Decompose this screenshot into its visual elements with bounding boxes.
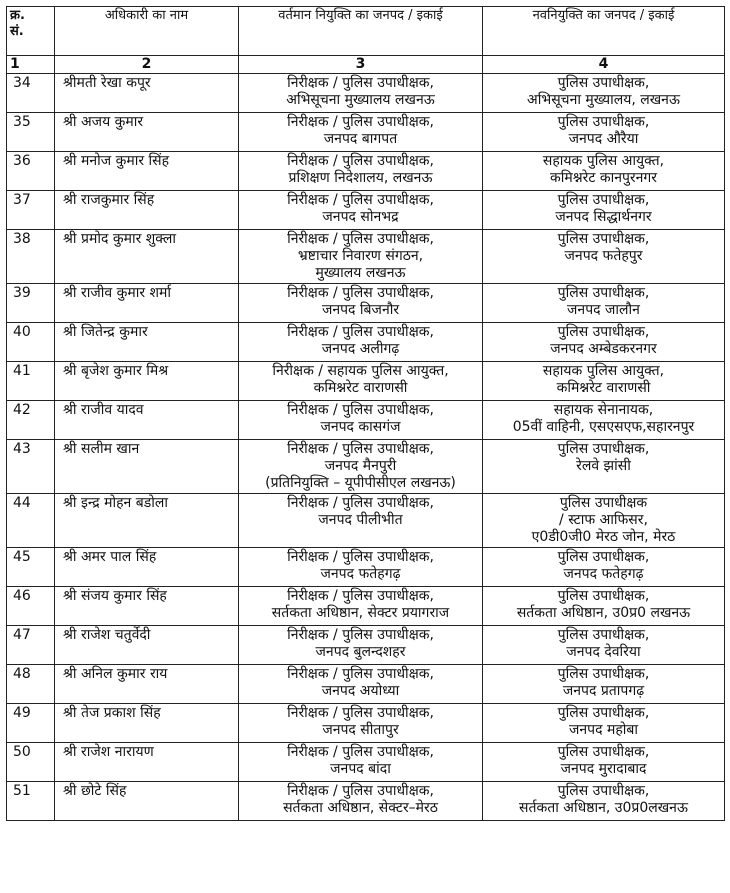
new-posting-line: जनपद प्रतापगढ़ — [562, 683, 645, 699]
table-row — [7, 152, 725, 191]
officer-name-cell: श्री राजीव कुमार शर्मा — [55, 284, 239, 323]
table-row — [7, 743, 725, 782]
serial-number-cell: 38 — [7, 230, 55, 284]
table-row — [7, 782, 725, 821]
new-posting-line: जनपद औरैया — [568, 131, 639, 147]
new-posting-line: ए0डी0जी0 मेरठ जोन, मेरठ — [531, 529, 676, 545]
serial-number-cell: 34 — [7, 74, 55, 113]
current-posting-cell — [239, 626, 483, 665]
new-posting-line: पुलिस उपाधीक्षक, — [557, 783, 650, 799]
table-row — [7, 665, 725, 704]
header-current-posting: वर्तमान नियुक्ति का जनपद / इकाई — [239, 7, 483, 56]
new-posting-line: पुलिस उपाधीक्षक, — [557, 441, 650, 457]
current-posting-line: जनपद सोनभद्र — [322, 209, 399, 225]
current-posting-line: जनपद बुलन्दशहर — [315, 644, 406, 660]
current-posting-cell — [239, 548, 483, 587]
table-row — [7, 704, 725, 743]
new-posting-line: सर्तकता अधिष्ठान, उ0प्र0 लखनऊ — [516, 605, 691, 621]
new-posting-line: कमिश्नरेट वाराणसी — [556, 380, 651, 396]
officer-name-cell: श्री राजीव यादव — [55, 401, 239, 440]
current-posting-line: निरीक्षक / पुलिस उपाधीक्षक, — [287, 153, 434, 169]
current-posting-cell — [239, 230, 483, 284]
new-posting-line: कमिश्नरेट कानपुरनगर — [549, 170, 658, 186]
officer-name-cell: श्री छोटे सिंह — [55, 782, 239, 821]
new-posting-line: जनपद अम्बेडकरनगर — [550, 341, 657, 357]
officer-name-cell: श्री मनोज कुमार सिंह — [55, 152, 239, 191]
current-posting-line: जनपद फतेहगढ़ — [320, 566, 401, 582]
current-posting-line: निरीक्षक / पुलिस उपाधीक्षक, — [287, 441, 434, 457]
current-posting-line: निरीक्षक / पुलिस उपाधीक्षक, — [287, 666, 434, 682]
table-row — [7, 284, 725, 323]
current-posting-line: जनपद बागपत — [323, 131, 398, 147]
current-posting-cell — [239, 284, 483, 323]
officer-name-cell: श्री अमर पाल सिंह — [55, 548, 239, 587]
table-row — [7, 440, 725, 494]
current-posting-cell — [239, 665, 483, 704]
current-posting-cell — [239, 587, 483, 626]
serial-number-cell: 50 — [7, 743, 55, 782]
officer-name-cell: श्री अजय कुमार — [55, 113, 239, 152]
new-posting-line: जनपद फतेहपुर — [564, 248, 643, 264]
current-posting-line: निरीक्षक / पुलिस उपाधीक्षक, — [287, 627, 434, 643]
new-posting-line: सर्तकता अधिष्ठान, उ0प्र0लखनऊ — [519, 800, 688, 816]
column-number: 4 — [483, 56, 725, 74]
current-posting-line: निरीक्षक / पुलिस उपाधीक्षक, — [287, 231, 434, 247]
current-posting-line: निरीक्षक / पुलिस उपाधीक्षक, — [287, 324, 434, 340]
current-posting-line: निरीक्षक / पुलिस उपाधीक्षक, — [287, 549, 434, 565]
new-posting-line: पुलिस उपाधीक्षक, — [557, 627, 650, 643]
new-posting-cell — [483, 401, 725, 440]
serial-number-cell: 45 — [7, 548, 55, 587]
new-posting-line: सहायक पुलिस आयुक्त, — [542, 153, 665, 169]
new-posting-cell — [483, 323, 725, 362]
new-posting-line: रेलवे झांसी — [576, 458, 631, 474]
new-posting-cell — [483, 191, 725, 230]
new-posting-line: सहायक सेनानायक, — [553, 402, 654, 418]
new-posting-cell — [483, 704, 725, 743]
new-posting-line: सहायक पुलिस आयुक्त, — [542, 363, 665, 379]
officer-name-cell: श्री सलीम खान — [55, 440, 239, 494]
current-posting-line: जनपद अलीगढ़ — [321, 341, 400, 357]
current-posting-line: जनपद सीतापुर — [322, 722, 399, 738]
header-row — [7, 7, 725, 56]
officer-name-cell: श्री बृजेश कुमार मिश्र — [55, 362, 239, 401]
officer-name-cell: श्री संजय कुमार सिंह — [55, 587, 239, 626]
serial-number-cell: 42 — [7, 401, 55, 440]
current-posting-cell — [239, 113, 483, 152]
serial-number-cell: 43 — [7, 440, 55, 494]
table-row — [7, 113, 725, 152]
serial-number-cell: 36 — [7, 152, 55, 191]
new-posting-line: जनपद देवरिया — [566, 644, 641, 660]
officer-name-cell: श्री तेज प्रकाश सिंह — [55, 704, 239, 743]
current-posting-cell — [239, 782, 483, 821]
serial-number-cell: 46 — [7, 587, 55, 626]
serial-number-cell: 41 — [7, 362, 55, 401]
new-posting-line: जनपद महोबा — [568, 722, 639, 738]
officer-name-cell: श्री अनिल कुमार राय — [55, 665, 239, 704]
new-posting-line: पुलिस उपाधीक्षक, — [557, 192, 650, 208]
officer-name-cell: श्री राजेश नारायण — [55, 743, 239, 782]
current-posting-line: कमिश्नरेट वाराणसी — [313, 380, 408, 396]
table-row — [7, 548, 725, 587]
current-posting-line: मुख्यालय लखनऊ — [315, 265, 406, 281]
current-posting-line: अभिसूचना मुख्यालय लखनऊ — [286, 92, 435, 108]
current-posting-line: जनपद पीलीभीत — [318, 512, 403, 528]
new-posting-cell — [483, 587, 725, 626]
current-posting-line: निरीक्षक / पुलिस उपाधीक्षक, — [287, 114, 434, 130]
table-row — [7, 230, 725, 284]
serial-number-cell: 39 — [7, 284, 55, 323]
column-number: 3 — [239, 56, 483, 74]
officer-name-cell: श्री जितेन्द्र कुमार — [55, 323, 239, 362]
current-posting-line: सर्तकता अधिष्ठान, सेक्टर प्रयागराज — [271, 605, 450, 621]
serial-number-cell: 47 — [7, 626, 55, 665]
table-row — [7, 191, 725, 230]
table-row — [7, 323, 725, 362]
header-new-posting: नवनियुक्ति का जनपद / इकाई — [483, 7, 725, 56]
new-posting-line: पुलिस उपाधीक्षक, — [557, 549, 650, 565]
new-posting-line: / स्टाफ आफिसर, — [559, 512, 648, 528]
new-posting-line: जनपद फतेहगढ़ — [563, 566, 644, 582]
current-posting-line: निरीक्षक / पुलिस उपाधीक्षक, — [287, 744, 434, 760]
current-posting-cell — [239, 494, 483, 548]
current-posting-line: जनपद कासगंज — [320, 419, 401, 435]
posting-table — [6, 6, 725, 821]
current-posting-line: जनपद मैनपुरी — [324, 458, 397, 474]
new-posting-line: पुलिस उपाधीक्षक, — [557, 324, 650, 340]
current-posting-line: निरीक्षक / पुलिस उपाधीक्षक, — [287, 192, 434, 208]
current-posting-cell — [239, 152, 483, 191]
new-posting-line: जनपद मुरादाबाद — [560, 761, 647, 777]
serial-number-cell: 37 — [7, 191, 55, 230]
current-posting-cell — [239, 401, 483, 440]
new-posting-line: पुलिस उपाधीक्षक, — [557, 231, 650, 247]
serial-number-cell: 49 — [7, 704, 55, 743]
new-posting-line: अभिसूचना मुख्यालय, लखनऊ — [527, 92, 680, 108]
current-posting-line: निरीक्षक / पुलिस उपाधीक्षक, — [287, 285, 434, 301]
table-row — [7, 74, 725, 113]
new-posting-line: पुलिस उपाधीक्षक, — [557, 285, 650, 301]
new-posting-line: पुलिस उपाधीक्षक, — [557, 588, 650, 604]
new-posting-cell — [483, 782, 725, 821]
current-posting-line: निरीक्षक / पुलिस उपाधीक्षक, — [287, 705, 434, 721]
new-posting-line: पुलिस उपाधीक्षक — [559, 495, 648, 511]
new-posting-cell — [483, 743, 725, 782]
table-row — [7, 626, 725, 665]
current-posting-line: जनपद बांदा — [330, 761, 391, 777]
column-number: 2 — [55, 56, 239, 74]
table-row — [7, 362, 725, 401]
table-body — [7, 74, 725, 821]
new-posting-cell — [483, 548, 725, 587]
current-posting-line: (प्रतिनियुक्ति – यूपीपीसीएल लखनऊ) — [265, 475, 456, 491]
current-posting-line: प्रशिक्षण निदेशालय, लखनऊ — [288, 170, 433, 186]
current-posting-line: निरीक्षक / पुलिस उपाधीक्षक, — [287, 588, 434, 604]
current-posting-line: निरीक्षक / सहायक पुलिस आयुक्त, — [272, 363, 449, 379]
current-posting-cell — [239, 743, 483, 782]
serial-number-cell: 35 — [7, 113, 55, 152]
new-posting-cell — [483, 284, 725, 323]
officer-name-cell: श्री प्रमोद कुमार शुक्ला — [55, 230, 239, 284]
header-serial-number: क्र. सं. — [7, 7, 55, 56]
column-number: 1 — [7, 56, 55, 74]
new-posting-cell — [483, 152, 725, 191]
new-posting-line: 05वीं वाहिनी, एसएसएफ,सहारनपुर — [512, 419, 695, 435]
current-posting-cell — [239, 362, 483, 401]
current-posting-line: निरीक्षक / पुलिस उपाधीक्षक, — [287, 783, 434, 799]
officer-name-cell: श्री इन्द्र मोहन बडोला — [55, 494, 239, 548]
current-posting-cell — [239, 74, 483, 113]
current-posting-cell — [239, 704, 483, 743]
current-posting-line: निरीक्षक / पुलिस उपाधीक्षक, — [287, 495, 434, 511]
new-posting-cell — [483, 494, 725, 548]
new-posting-cell — [483, 74, 725, 113]
table-row — [7, 401, 725, 440]
table-row — [7, 494, 725, 548]
current-posting-cell — [239, 323, 483, 362]
new-posting-line: पुलिस उपाधीक्षक, — [557, 75, 650, 91]
header-officer-name: अधिकारी का नाम — [55, 7, 239, 56]
current-posting-line: भ्रष्टाचार निवारण संगठन, — [297, 248, 424, 264]
new-posting-cell — [483, 665, 725, 704]
new-posting-line: पुलिस उपाधीक्षक, — [557, 744, 650, 760]
table-row — [7, 587, 725, 626]
new-posting-line: पुलिस उपाधीक्षक, — [557, 705, 650, 721]
current-posting-line: सर्तकता अधिष्ठान, सेक्टर–मेरठ — [283, 800, 438, 816]
current-posting-cell — [239, 440, 483, 494]
new-posting-cell — [483, 230, 725, 284]
current-posting-cell — [239, 191, 483, 230]
new-posting-cell — [483, 113, 725, 152]
new-posting-line: जनपद जालौन — [567, 302, 640, 318]
serial-number-cell: 40 — [7, 323, 55, 362]
current-posting-line: निरीक्षक / पुलिस उपाधीक्षक, — [287, 402, 434, 418]
new-posting-cell — [483, 440, 725, 494]
current-posting-line: जनपद अयोध्या — [321, 683, 400, 699]
new-posting-line: पुलिस उपाधीक्षक, — [557, 114, 650, 130]
serial-number-cell: 51 — [7, 782, 55, 821]
officer-name-cell: श्रीमती रेखा कपूर — [55, 74, 239, 113]
serial-number-cell: 48 — [7, 665, 55, 704]
new-posting-line: जनपद सिद्धार्थनगर — [555, 209, 652, 225]
new-posting-cell — [483, 626, 725, 665]
current-posting-line: निरीक्षक / पुलिस उपाधीक्षक, — [287, 75, 434, 91]
serial-number-cell: 44 — [7, 494, 55, 548]
officer-name-cell: श्री राजेश चतुर्वेदी — [55, 626, 239, 665]
officer-name-cell: श्री राजकुमार सिंह — [55, 191, 239, 230]
column-number-row — [7, 56, 725, 74]
new-posting-line: पुलिस उपाधीक्षक, — [557, 666, 650, 682]
new-posting-cell — [483, 362, 725, 401]
current-posting-line: जनपद बिजनौर — [321, 302, 400, 318]
